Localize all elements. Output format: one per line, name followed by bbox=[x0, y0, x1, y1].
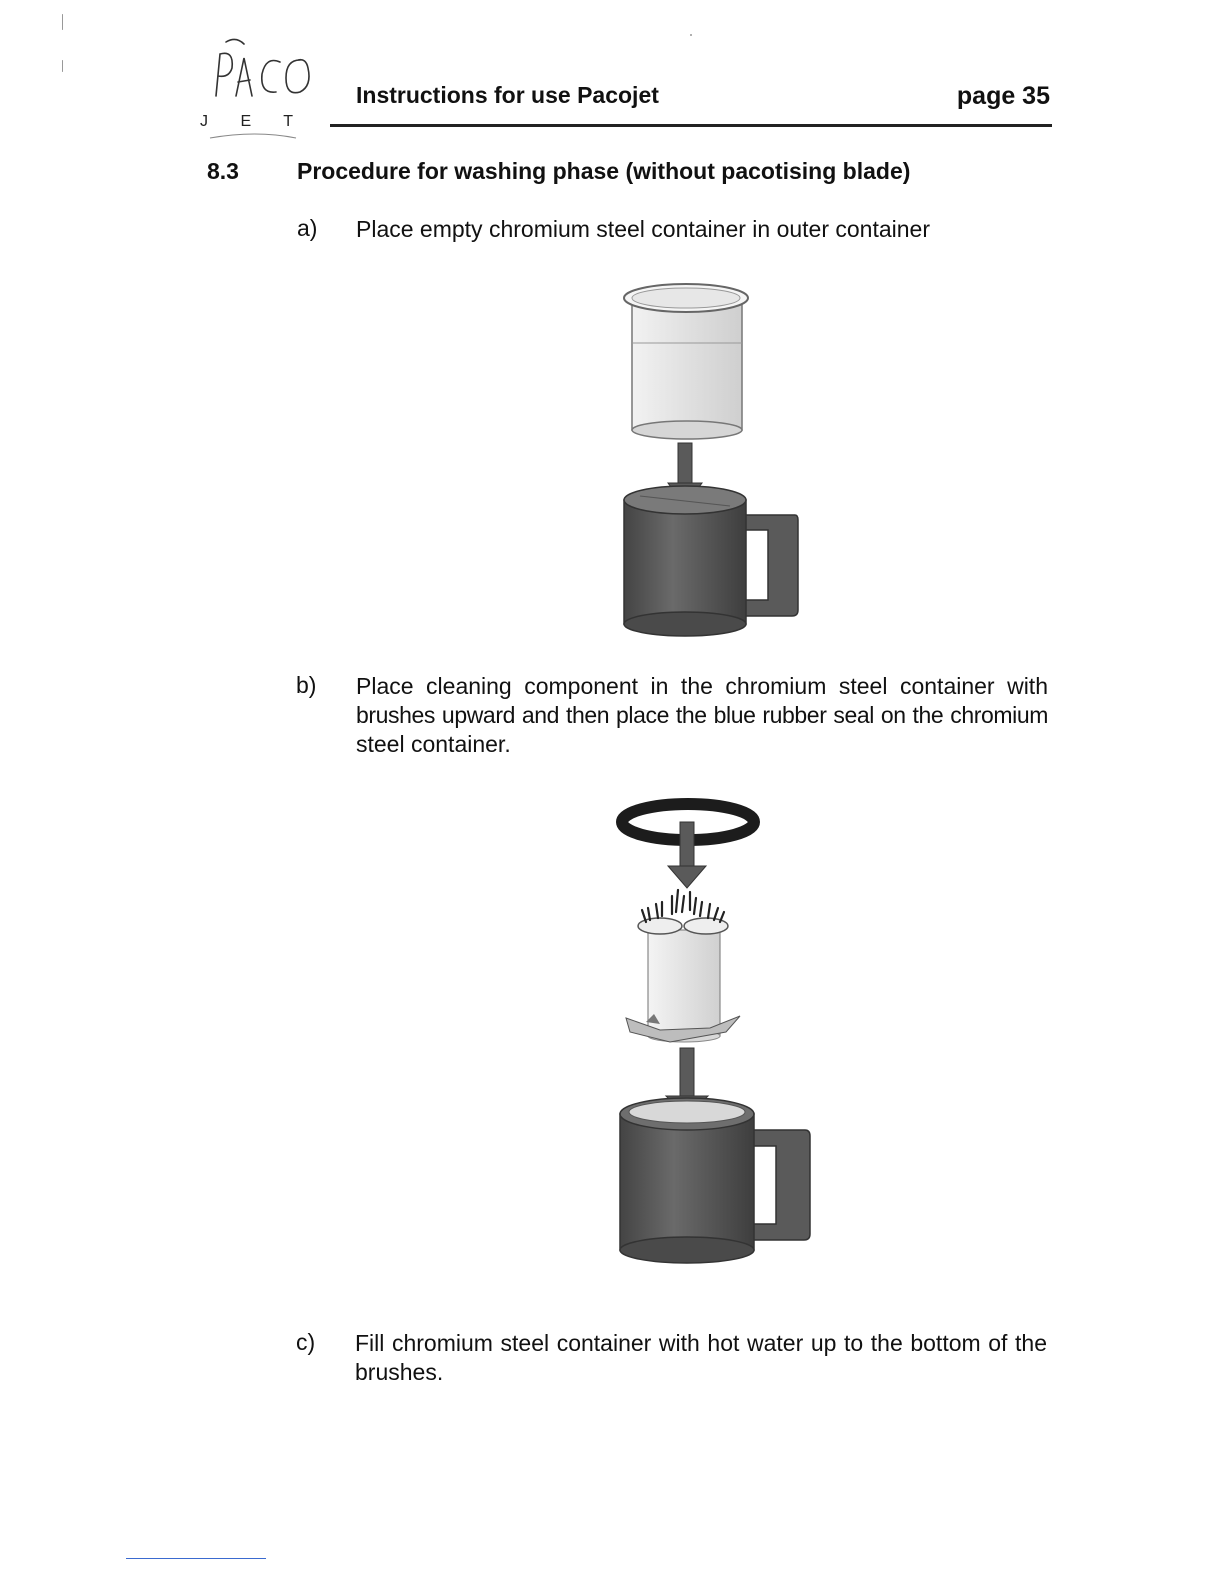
step-b-label: b) bbox=[296, 672, 317, 698]
scan-mark bbox=[62, 14, 63, 30]
page-number: page 35 bbox=[956, 82, 1050, 110]
logo-letters: J E T bbox=[200, 113, 308, 130]
brushes-icon bbox=[642, 890, 724, 922]
step-b-line-3: steel container. bbox=[356, 731, 511, 757]
outer-container bbox=[624, 486, 798, 636]
down-arrow-icon bbox=[668, 822, 706, 888]
scan-mark bbox=[690, 34, 692, 36]
figure-container-insertion bbox=[600, 278, 820, 643]
inner-steel-container bbox=[624, 284, 748, 439]
cleaning-component bbox=[626, 890, 740, 1042]
step-b-line-2: brushes upward and then place the blue rubber seal on the chromium bbox=[356, 702, 1048, 728]
header-divider bbox=[330, 124, 1052, 127]
step-c-text: Fill chromium steel container with hot water up to the bottom of the brushes. bbox=[355, 1330, 1047, 1385]
step-b-line-1: Place cleaning component in the chromium steel container with bbox=[356, 673, 1048, 699]
outer-container bbox=[620, 1098, 810, 1263]
footnote-divider bbox=[126, 1558, 266, 1559]
scan-mark bbox=[62, 60, 63, 72]
step-a-label: a) bbox=[297, 215, 318, 241]
step-b-text bbox=[356, 672, 1048, 759]
header-title: Instructions for use Pacojet bbox=[356, 82, 659, 108]
figure-cleaning-assembly bbox=[600, 792, 830, 1267]
section-title: Procedure for washing phase (without pacotising blade) bbox=[297, 158, 911, 184]
section-number: 8.3 bbox=[207, 158, 239, 184]
step-a-text: Place empty chromium steel container in outer container bbox=[356, 216, 931, 242]
step-c-label: c) bbox=[296, 1329, 316, 1355]
pacojet-logo bbox=[196, 34, 326, 144]
